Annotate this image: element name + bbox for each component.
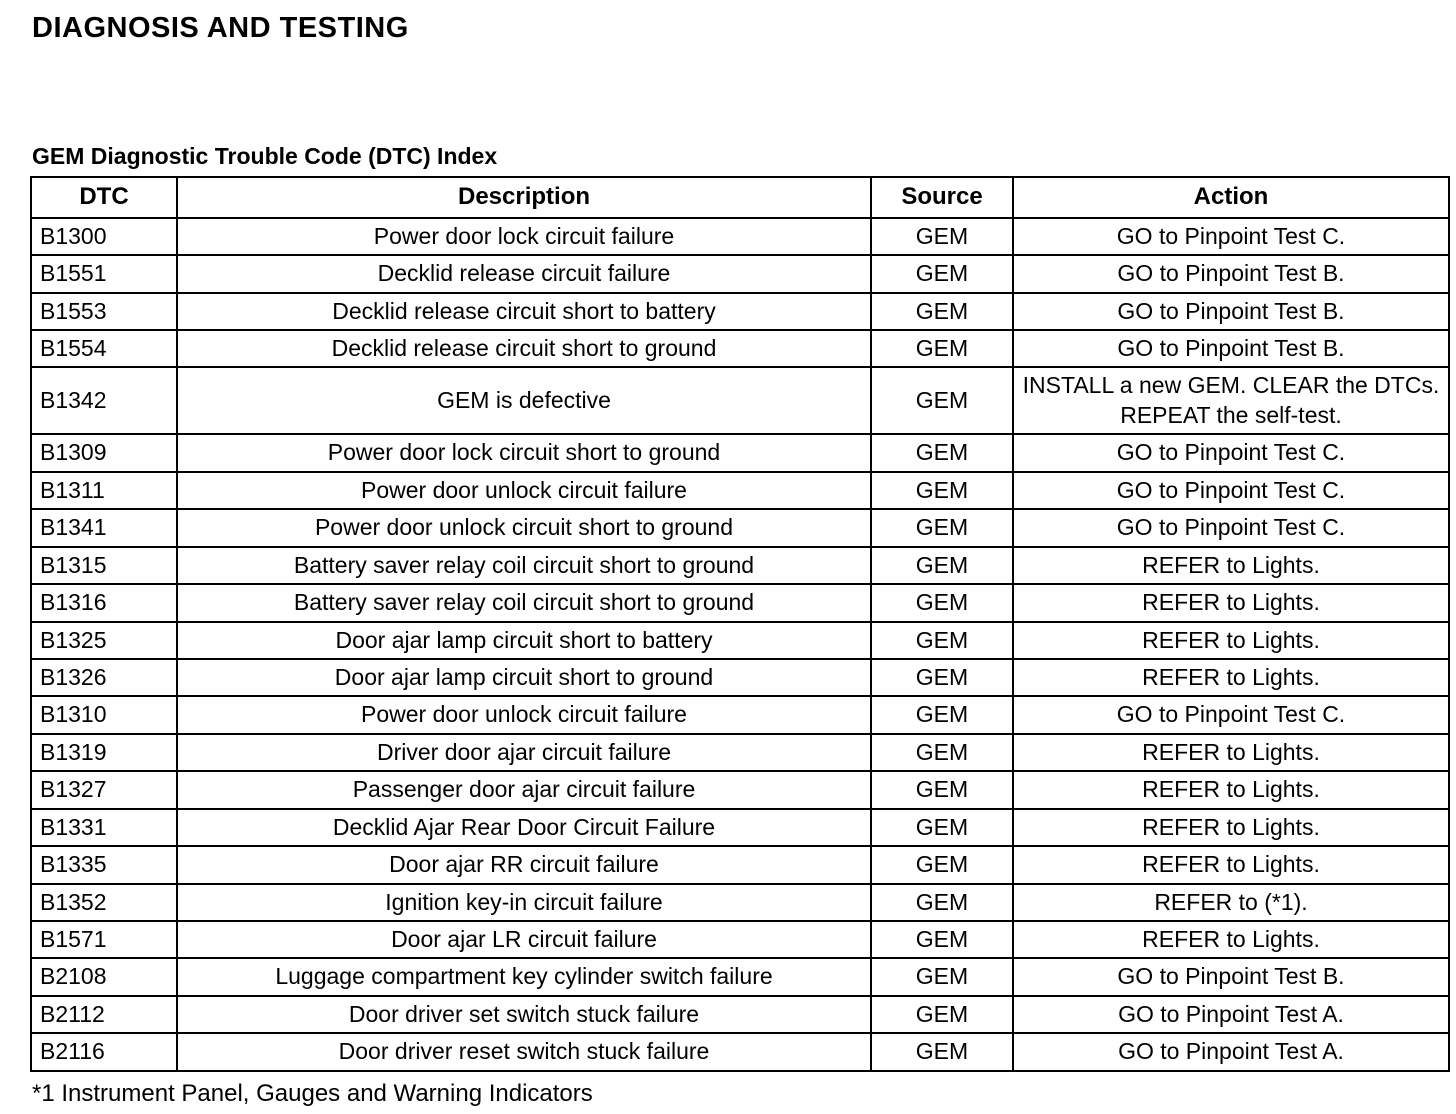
cell-description: Door driver set switch stuck failure	[177, 996, 871, 1033]
cell-dtc: B1571	[31, 921, 177, 958]
cell-action: GO to Pinpoint Test C.	[1013, 434, 1449, 471]
cell-description: Door ajar RR circuit failure	[177, 846, 871, 883]
table-row	[31, 434, 1449, 471]
cell-description: Battery saver relay coil circuit short to ground	[177, 547, 871, 584]
cell-action: REFER to Lights.	[1013, 734, 1449, 771]
table-row	[31, 921, 1449, 958]
cell-description: Power door unlock circuit short to ground	[177, 509, 871, 546]
table-row	[31, 884, 1449, 921]
cell-dtc: B1315	[31, 547, 177, 584]
cell-source: GEM	[871, 846, 1013, 883]
cell-description: Door ajar lamp circuit short to ground	[177, 659, 871, 696]
table-row	[31, 696, 1449, 733]
cell-description: Luggage compartment key cylinder switch failure	[177, 958, 871, 995]
cell-dtc: B1553	[31, 293, 177, 330]
dtc-table	[30, 176, 1450, 1072]
page-title: DIAGNOSIS AND TESTING	[32, 12, 409, 44]
cell-action: GO to Pinpoint Test A.	[1013, 996, 1449, 1033]
cell-source: GEM	[871, 884, 1013, 921]
cell-source: GEM	[871, 509, 1013, 546]
header-description: Description	[177, 177, 871, 218]
cell-description: GEM is defective	[177, 367, 871, 434]
cell-dtc: B1331	[31, 809, 177, 846]
cell-action: GO to Pinpoint Test B.	[1013, 330, 1449, 367]
cell-action: REFER to Lights.	[1013, 771, 1449, 808]
footnote: *1 Instrument Panel, Gauges and Warning Indicators	[32, 1079, 593, 1107]
table-row	[31, 659, 1449, 696]
cell-source: GEM	[871, 659, 1013, 696]
cell-dtc: B1342	[31, 367, 177, 434]
cell-source: GEM	[871, 809, 1013, 846]
table-row	[31, 255, 1449, 292]
cell-dtc: B1341	[31, 509, 177, 546]
cell-source: GEM	[871, 771, 1013, 808]
cell-source: GEM	[871, 584, 1013, 621]
table-row	[31, 996, 1449, 1033]
cell-action: GO to Pinpoint Test B.	[1013, 293, 1449, 330]
table-title: GEM Diagnostic Trouble Code (DTC) Index	[32, 143, 498, 169]
table-row	[31, 809, 1449, 846]
cell-dtc: B1327	[31, 771, 177, 808]
cell-action: REFER to Lights.	[1013, 547, 1449, 584]
dtc-table-body	[31, 218, 1449, 1071]
cell-description: Door driver reset switch stuck failure	[177, 1033, 871, 1070]
cell-source: GEM	[871, 734, 1013, 771]
table-row	[31, 293, 1449, 330]
table-row	[31, 330, 1449, 367]
table-row	[31, 584, 1449, 621]
cell-source: GEM	[871, 622, 1013, 659]
cell-source: GEM	[871, 434, 1013, 471]
cell-dtc: B2108	[31, 958, 177, 995]
cell-dtc: B2116	[31, 1033, 177, 1070]
cell-description: Decklid release circuit short to battery	[177, 293, 871, 330]
cell-action: REFER to Lights.	[1013, 921, 1449, 958]
cell-action: GO to Pinpoint Test B.	[1013, 958, 1449, 995]
table-row	[31, 472, 1449, 509]
cell-description: Battery saver relay coil circuit short to ground	[177, 584, 871, 621]
cell-source: GEM	[871, 921, 1013, 958]
table-row	[31, 218, 1449, 255]
cell-description: Decklid release circuit failure	[177, 255, 871, 292]
table-row	[31, 846, 1449, 883]
cell-source: GEM	[871, 293, 1013, 330]
cell-dtc: B1551	[31, 255, 177, 292]
table-row	[31, 771, 1449, 808]
cell-dtc: B1554	[31, 330, 177, 367]
table-row	[31, 509, 1449, 546]
cell-dtc: B1319	[31, 734, 177, 771]
cell-description: Power door unlock circuit failure	[177, 696, 871, 733]
cell-description: Driver door ajar circuit failure	[177, 734, 871, 771]
cell-action: GO to Pinpoint Test C.	[1013, 509, 1449, 546]
cell-source: GEM	[871, 696, 1013, 733]
cell-source: GEM	[871, 996, 1013, 1033]
cell-dtc: B1311	[31, 472, 177, 509]
cell-action: REFER to Lights.	[1013, 659, 1449, 696]
cell-action: GO to Pinpoint Test C.	[1013, 696, 1449, 733]
cell-action: GO to Pinpoint Test C.	[1013, 472, 1449, 509]
cell-source: GEM	[871, 472, 1013, 509]
cell-action: REFER to Lights.	[1013, 846, 1449, 883]
cell-action: REFER to (*1).	[1013, 884, 1449, 921]
cell-action: GO to Pinpoint Test C.	[1013, 218, 1449, 255]
header-source: Source	[871, 177, 1013, 218]
cell-source: GEM	[871, 218, 1013, 255]
cell-dtc: B1335	[31, 846, 177, 883]
cell-description: Power door unlock circuit failure	[177, 472, 871, 509]
cell-action: INSTALL a new GEM. CLEAR the DTCs. REPEAT the self-test.	[1013, 367, 1449, 434]
cell-dtc: B1309	[31, 434, 177, 471]
cell-description: Door ajar LR circuit failure	[177, 921, 871, 958]
cell-action: GO to Pinpoint Test B.	[1013, 255, 1449, 292]
cell-source: GEM	[871, 547, 1013, 584]
table-row	[31, 958, 1449, 995]
cell-action: REFER to Lights.	[1013, 622, 1449, 659]
cell-description: Decklid release circuit short to ground	[177, 330, 871, 367]
cell-description: Power door lock circuit short to ground	[177, 434, 871, 471]
cell-source: GEM	[871, 367, 1013, 434]
cell-description: Power door lock circuit failure	[177, 218, 871, 255]
cell-dtc: B1300	[31, 218, 177, 255]
header-dtc: DTC	[31, 177, 177, 218]
header-action: Action	[1013, 177, 1449, 218]
cell-action: REFER to Lights.	[1013, 809, 1449, 846]
cell-description: Decklid Ajar Rear Door Circuit Failure	[177, 809, 871, 846]
cell-action: REFER to Lights.	[1013, 584, 1449, 621]
cell-dtc: B1325	[31, 622, 177, 659]
table-row	[31, 1033, 1449, 1070]
table-row	[31, 734, 1449, 771]
table-row	[31, 547, 1449, 584]
header-row	[31, 177, 1449, 218]
cell-dtc: B1352	[31, 884, 177, 921]
cell-action: GO to Pinpoint Test A.	[1013, 1033, 1449, 1070]
cell-source: GEM	[871, 255, 1013, 292]
table-row	[31, 367, 1449, 434]
cell-dtc: B1316	[31, 584, 177, 621]
dtc-table-header	[31, 177, 1449, 218]
cell-description: Ignition key-in circuit failure	[177, 884, 871, 921]
cell-source: GEM	[871, 958, 1013, 995]
cell-source: GEM	[871, 330, 1013, 367]
cell-source: GEM	[871, 1033, 1013, 1070]
cell-dtc: B2112	[31, 996, 177, 1033]
table-row	[31, 622, 1449, 659]
cell-description: Passenger door ajar circuit failure	[177, 771, 871, 808]
cell-dtc: B1310	[31, 696, 177, 733]
cell-description: Door ajar lamp circuit short to battery	[177, 622, 871, 659]
cell-dtc: B1326	[31, 659, 177, 696]
